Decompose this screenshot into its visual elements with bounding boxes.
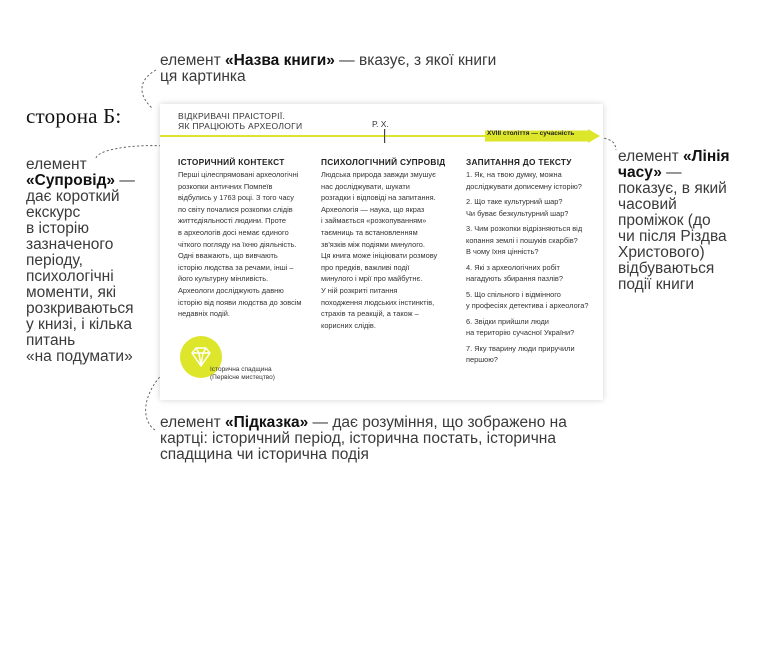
annotation-book-title: елемент «Назва книги» — вказує, з якої книги ця картинка: [160, 52, 497, 85]
hint-caption: Історична спадщина (Первісне мистецтво): [210, 366, 275, 381]
card-book-title: ВІДКРИВАЧІ ПРАІСТОРІЇ. ЯК ПРАЦЮЮТЬ АРХЕОЛОГИ: [178, 111, 303, 131]
annotation-hint-name: «Підказка»: [225, 414, 309, 431]
question-item: 4. Які з археологічних робіт нагадують збирання пазлів?: [466, 262, 563, 284]
question-item: 7. Яку тварину люди приручили першою?: [466, 343, 575, 365]
column-questions: [466, 157, 600, 369]
annotation-timeline: елемент «Лінія часу» — показує, в який часовий проміжок (до чи після Різдва Христового) відбуваються події книги: [618, 148, 730, 293]
question-item: 5. Що спільного і відмінного у професіях детектива і археолога?: [466, 289, 589, 311]
timeline-arrow-icon: [588, 129, 600, 143]
annotation-support: елемент «Супровід» — дає короткий екскурс в історію зазначеного періоду, психологічні моменти, які розкриваються у книзі, і кілька питань «на подумати»: [26, 156, 135, 365]
question-item: 1. Як, на твою думку, можна досліджувати дописемну історію?: [466, 170, 582, 191]
timeline-rx-label: Р. Х.: [372, 119, 389, 129]
timeline-line-mid: [385, 135, 485, 137]
column-heading: ПСИХОЛОГІЧНИЙ СУПРОВІД: [321, 157, 446, 167]
column-heading: ЗАПИТАННЯ ДО ТЕКСТУ: [466, 157, 572, 167]
column-body: Людська природа завжди змушує нас досліджувати, шукати розгадки і відповіді на запитання. Археологія — наука, що якраз і займається «розкопуванням» таємниць та встановленням зв'язків між подіями минулого. Ця книга може ініціювати розмову про предків, важливі події минулого і мрії про майбутнє. У ній розкриті питання походження людських інстинктів, страхів та реакцій, а також – корисних слідів.: [321, 170, 438, 330]
column-psychological-support: [321, 157, 461, 331]
timeline-period-label: XVIII століття — сучасність: [487, 130, 575, 137]
question-item: 6. Звідки прийшли люди на територію сучасної України?: [466, 316, 575, 338]
question-item: 3. Чим розкопки відрізняються від копання землі і пошуків скарбів? В чому їхня цінність?: [466, 223, 583, 257]
column-historical-context: [178, 157, 318, 320]
annotation-book-title-name: «Назва книги»: [225, 52, 335, 69]
timeline-line-left: [160, 135, 385, 137]
question-item: 2. Що таке культурний шар? Чи буває безкультурний шар?: [466, 196, 569, 218]
side-title: сторона Б:: [26, 104, 122, 128]
annotation-hint: елемент «Підказка» — дає розуміння, що зображено на картці: історичний період, історична постать, історична спадщина чи історична подія: [160, 414, 567, 463]
book-title-connector: [142, 70, 156, 108]
column-heading: ІСТОРИЧНИЙ КОНТЕКСТ: [178, 157, 285, 167]
question-list: [466, 169, 600, 366]
column-body: Перші цілеспрямовані археологічні розкопки античних Помпеїв відбулись у 1763 році. З того часу по світу почалися розкопки слідів життєдіяльності людини. Проте в археологів досі немає єдиного чіткого погляду на їхню діяльність. Одні вважають, що вивчають історію людства за речами, інші – його культурну мінливість. Археологи досліджують давню історію від появи людства до зовсім недавніх подій.: [178, 170, 302, 319]
